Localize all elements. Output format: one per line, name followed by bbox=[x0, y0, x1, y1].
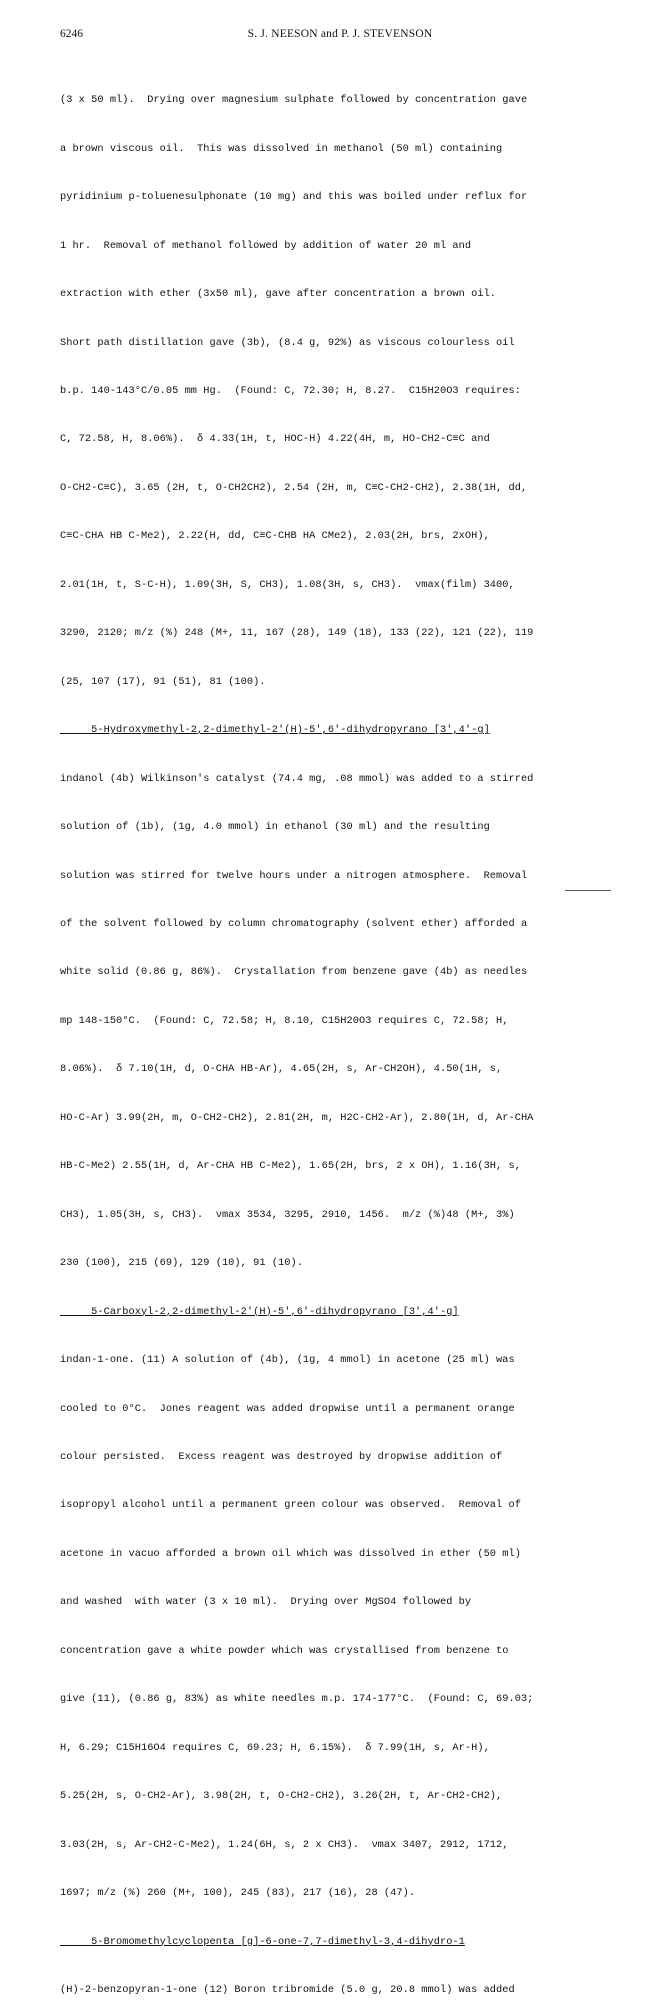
text-line: C, 72.58, H, 8.06%). δ 4.33(1H, t, HOC-H) 4.22(4H, m, HO-CH2-C≡C and bbox=[60, 433, 490, 446]
text-line: give (11), (0.86 g, 83%) as white needles m.p. 174-177°C. (Found: C, 69.03; bbox=[60, 1693, 534, 1706]
text-line: acetone in vacuo afforded a brown oil which was dissolved in ether (50 ml) bbox=[60, 1547, 521, 1560]
page-number: 6246 bbox=[60, 28, 83, 40]
text-line: (25, 107 (17), 91 (51), 81 (100). bbox=[60, 675, 266, 688]
body-text bbox=[60, 60, 620, 2014]
text-line: indan-1-one. (11) A solution of (4b), (1g, 4 mmol) in acetone (25 ml) was bbox=[60, 1354, 515, 1367]
footer-rule bbox=[565, 890, 611, 891]
text-line: 3.03(2H, s, Ar-CH2-C-Me2), 1.24(6H, s, 2 x CH3). νmax 3407, 2912, 1712, bbox=[60, 1838, 509, 1851]
text-line: concentration gave a white powder which was crystallised from benzene to bbox=[60, 1644, 509, 1657]
text-line: 5.25(2H, s, O-CH2-Ar), 3.98(2H, t, O-CH2-CH2), 3.26(2H, t, Ar-CH2-CH2), bbox=[60, 1790, 503, 1803]
text-line: a brown viscous oil. This was dissolved in methanol (50 ml) containing bbox=[60, 142, 503, 155]
text-line: CH3), 1.05(3H, s, CH3). νmax 3534, 3295, 2910, 1456. m/z (%)48 (M+, 3%) bbox=[60, 1208, 515, 1221]
text-line: HO-C-Ar) 3.99(2H, m, O-CH2-CH2), 2.81(2H, m, H2C-CH2-Ar), 2.80(1H, d, Ar-CHA bbox=[60, 1111, 534, 1124]
section-heading-line: 5-Carboxyl-2,2-dimethyl-2'(H)-5',6'-dihydropyrano [3',4'-g] bbox=[60, 1305, 459, 1318]
text-line: b.p. 140-143°C/0.05 mm Hg. (Found: C, 72.30; H, 8.27. C15H20O3 requires: bbox=[60, 385, 521, 398]
text-line: 1697; m/z (%) 260 (M+, 100), 245 (83), 217 (16), 28 (47). bbox=[60, 1887, 416, 1900]
text-line: Short path distillation gave (3b), (8.4 g, 92%) as viscous colourless oil bbox=[60, 336, 515, 349]
text-line: 3290, 2120; m/z (%) 248 (M+, 11, 167 (28), 149 (18), 133 (22), 121 (22), 119 bbox=[60, 627, 534, 640]
text-line: HB-C-Me2) 2.55(1H, d, Ar-CHA HB C-Me2), 1.65(2H, brs, 2 x OH), 1.16(3H, s, bbox=[60, 1160, 521, 1173]
text-line: C≡C-CHA HB C-Me2), 2.22(H, dd, C≡C-CHB HA CMe2), 2.03(2H, brs, 2xOH), bbox=[60, 530, 490, 543]
page-header bbox=[60, 28, 620, 44]
text-line: (H)-2-benzopyran-1-one (12) Boron tribromide (5.0 g, 20.8 mmol) was added bbox=[60, 1983, 515, 1996]
text-line: solution was stirred for twelve hours under a nitrogen atmosphere. Removal bbox=[60, 869, 528, 882]
text-line: 8.06%). δ 7.10(1H, d, O-CHA HB-Ar), 4.65(2H, s, Ar-CH2OH), 4.50(1H, s, bbox=[60, 1063, 503, 1076]
text-line: (3 x 50 ml). Drying over magnesium sulphate followed by concentration gave bbox=[60, 94, 528, 107]
text-line: and washed with water (3 x 10 ml). Drying over MgSO4 followed by bbox=[60, 1596, 472, 1609]
section-heading-line: 5-Bromomethylcyclopenta [g]-6-one-7,7-dimethyl-3,4-dihydro-1 bbox=[60, 1935, 465, 1948]
text-line: white solid (0.86 g, 86%). Crystallation from benzene gave (4b) as needles bbox=[60, 966, 528, 979]
text-line: extraction with ether (3x50 ml), gave after concentration a brown oil. bbox=[60, 288, 497, 301]
text-line: cooled to 0°C. Jones reagent was added dropwise until a permanent orange bbox=[60, 1402, 515, 1415]
text-line: colour persisted. Excess reagent was destroyed by dropwise addition of bbox=[60, 1451, 503, 1463]
text-line: H, 6.29; C15H16O4 requires C, 69.23; H, 6.15%). δ 7.99(1H, s, Ar-H), bbox=[60, 1741, 490, 1754]
section-heading-line: 5-Hydroxymethyl-2,2-dimethyl-2'(H)-5',6'-dihydropyrano [3',4'-g] bbox=[60, 724, 490, 737]
text-line: O-CH2-C≡C), 3.65 (2H, t, O-CH2CH2), 2.54 (2H, m, C≡C-CH2-CH2), 2.38(1H, dd, bbox=[60, 481, 528, 494]
text-line: pyridinium p-toluenesulphonate (10 mg) and this was boiled under reflux for bbox=[60, 191, 528, 204]
text-line: 2.01(1H, t, S-C-H), 1.09(3H, S, CH3), 1.08(3H, s, CH3). νmax(film) 3400, bbox=[60, 578, 515, 591]
text-line: 230 (100), 215 (69), 129 (10), 91 (10). bbox=[60, 1257, 303, 1270]
text-line: of the solvent followed by column chromatography (solvent ether) afforded a bbox=[60, 918, 528, 931]
text-line: solution of (1b), (1g, 4.0 mmol) in ethanol (30 ml) and the resulting bbox=[60, 821, 490, 834]
text-line: isopropyl alcohol until a permanent green colour was observed. Removal of bbox=[60, 1499, 521, 1512]
running-head-authors: S. J. NEESON and P. J. STEVENSON bbox=[247, 28, 433, 40]
text-line: 1 hr. Removal of methanol followed by addition of water 20 ml and bbox=[60, 239, 472, 252]
text-line: mp 148-150°C. (Found: C, 72.58; H, 8.10, C15H20O3 requires C, 72.58; H, bbox=[60, 1014, 509, 1027]
text-line: indanol (4b) Wilkinson's catalyst (74.4 mg, .08 mmol) was added to a stirred bbox=[60, 772, 534, 785]
